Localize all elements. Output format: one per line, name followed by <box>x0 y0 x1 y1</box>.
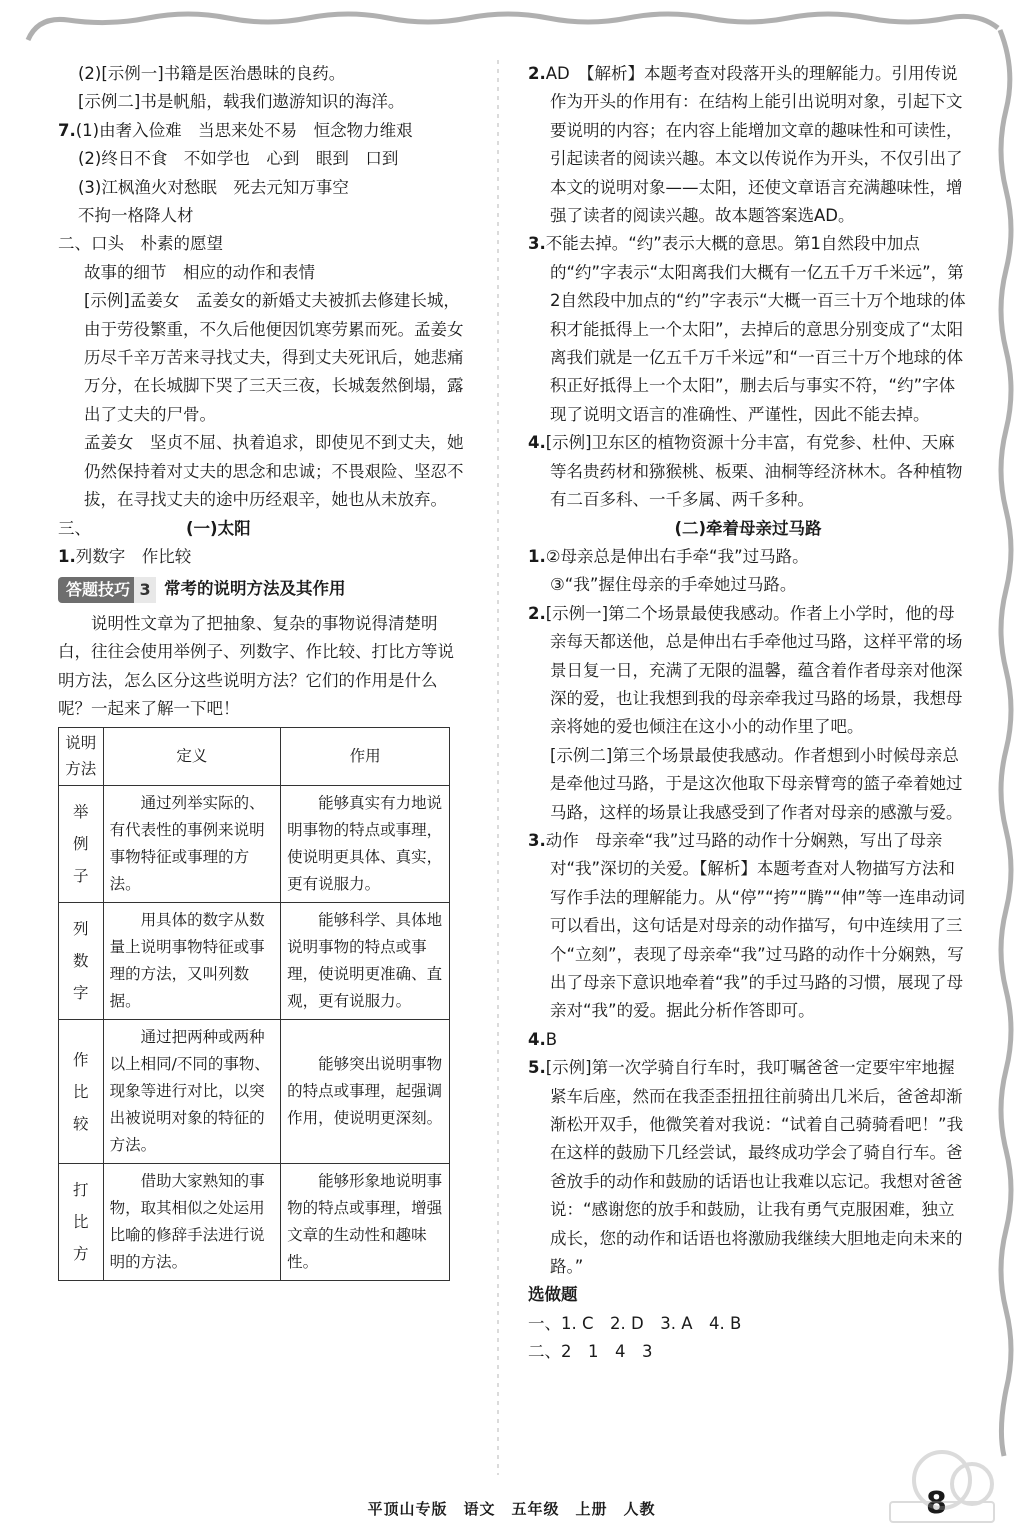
tip-number: 3 <box>134 577 156 603</box>
table-row <box>59 903 450 1020</box>
table-cell-definition: 通过列举实际的、有代表性的事例来说明事物特征或事理的方法。 <box>103 786 281 903</box>
answer-3 <box>528 230 968 429</box>
tip-title: 常考的说明方法及其作用 <box>164 579 346 599</box>
answer-6-example-2: [示例二]书是帆船，载我们遨游知识的海洋。 <box>78 92 405 112</box>
section-3-label: 三、 <box>58 518 91 538</box>
tip-badge: 答题技巧 <box>58 577 134 603</box>
optional-answers-2: 二、2 1 4 3 <box>528 1342 653 1362</box>
left-column <box>58 60 468 1281</box>
answer-r1-part-1: ②母亲总是伸出右手牵“我”过马路。 <box>545 546 809 566</box>
answer-r3-text: 动作 母亲牵“我”过马路的动作十分娴熟，写出了母亲对“我”深切的关爱。【解析】本题考查对人物描写方法和写作手法的理解能力。从“停”“挎”“腾”“伸”等一连串动词可以看出，这句话是对母亲的动作描写，句中连续用了三个“立刻”，表现了母亲牵“我”过马路的动作十分娴熟，写出了母亲下意识地牵着“我”的手过马路的习惯，展现了母亲对“我”的爱。据此分析作答即可。 <box>545 830 965 1021</box>
table-cell-definition: 通过把两种或两种以上相同/不同的事物、现象等进行对比，以突出被说明对象的特征的方法。 <box>103 1020 281 1164</box>
tip-banner <box>58 575 468 603</box>
answer-1-number: 1. <box>58 546 76 566</box>
table-row <box>59 786 450 903</box>
answer-3-number: 3. <box>528 234 546 254</box>
section-3-title: (一)太阳 <box>186 518 251 538</box>
answer-7-part-1: (1)由奢入俭难 当思来处不易 恒念物力维艰 <box>75 120 413 140</box>
optional-section-heading: 选做题 <box>528 1285 578 1305</box>
table-cell-effect: 能够形象地说明事物的特点或事理，增强文章的生动性和趣味性。 <box>281 1164 450 1281</box>
answer-r3 <box>528 827 968 1026</box>
section-2-line: 故事的细节 相应的动作和表情 <box>84 262 315 282</box>
watermark-logo-icon <box>880 1440 1000 1530</box>
answer-4-number: 4. <box>528 433 546 453</box>
tip-intro: 说明性文章为了把抽象、复杂的事物说得清楚明白，往往会使用举例子、列数字、作比较、打比方等说明方法，怎么区分这些说明方法？它们的作用是什么呢？一起来了解一下吧！ <box>58 613 454 718</box>
section-3-heading <box>58 515 468 543</box>
table-cell-definition: 借助大家熟知的事物，取其相似之处运用比喻的修辞手法进行说明的方法。 <box>103 1164 281 1281</box>
answer-7-part-2: (2)终日不食 不如学也 心到 眼到 口到 <box>78 149 399 169</box>
table-cell-method: 列数字 <box>59 903 104 1020</box>
answer-2-text: AD 【解析】本题考查对段落开头的理解能力。引用传说作为开头的作用有：在结构上能引出说明对象，引起下文要说明的内容；在内容上能增加文章的趣味性和可读性，引起读者的阅读兴趣。本文以传说作为开头，不仅引出了本文的说明对象——太阳，还使文章语言充满趣味性，增强了读者的阅读兴趣。故本题答案选AD。 <box>545 64 963 226</box>
table-header-definition: 定义 <box>103 728 281 786</box>
answer-r1-part-2: ③“我”握住母亲的手牵她过马路。 <box>550 575 797 595</box>
table-cell-effect: 能够真实有力地说明事物的特点或事理，使说明更具体、真实，更有说服力。 <box>281 786 450 903</box>
answer-3-text: 不能去掉。“约”表示大概的意思。第1自然段中加点的“约”字表示“太阳离我们大概有一亿五千万千米远”，第2自然段中加点的“约”字表示“大概一百三十万个地球的体积才能抵得上一个太阳”，去掉后的意思分别变成了“太阳离我们就是一亿五千万千米远”和“一百三十万个地球的体积正好抵得上一个太阳”，删去后与事实不符，“约”字体现了说明文语言的准确性、严谨性，因此不能去掉。 <box>545 234 966 424</box>
answer-r1 <box>528 543 968 571</box>
section-2-heading: 二、口头 朴素的愿望 <box>58 234 223 254</box>
answer-7 <box>58 117 468 145</box>
answer-r5 <box>528 1054 968 1281</box>
answer-6-example-1: (2)[示例一]书籍是医治愚昧的良药。 <box>78 64 346 83</box>
answer-r2-number: 2. <box>528 603 546 623</box>
table-cell-definition: 用具体的数字从数量上说明事物特征或事理的方法，又叫列数据。 <box>103 903 281 1020</box>
answer-r5-number: 5. <box>528 1058 546 1078</box>
table-row <box>59 1020 450 1164</box>
answer-r2-example-1: [示例一]第二个场景最使我感动。作者上小学时，他的母亲每天都送他，总是伸出右手牵他过马路，这样平常的场景日复一日，充满了无限的温馨，蕴含着作者母亲对他深深的爱，也让我想到我的母亲牵我过马路的场景，我想母亲将她的爱也倾注在这小小的动作里了吧。 <box>545 603 963 737</box>
answer-r4-number: 4. <box>528 1029 546 1049</box>
section-2-example: [示例]孟姜女 孟姜女的新婚丈夫被抓去修建长城，由于劳役繁重，不久后他便因饥寒劳累而死。孟姜女历尽千辛万苦来寻找丈夫，得到丈夫死讯后，她悲痛万分，在长城脚下哭了三天三夜，长城轰然倒塌，露出了丈夫的尸骨。 <box>84 291 464 424</box>
answer-4-text: [示例]卫东区的植物资源十分丰富，有党参、杜仲、天麻等名贵药材和猕猴桃、板栗、油桐等经济林木。各种植物有二百多科、一千多属、两千多种。 <box>545 433 963 510</box>
table-row <box>59 1164 450 1281</box>
explanation-methods-table <box>58 727 450 1281</box>
answer-1 <box>58 543 468 571</box>
answer-7-part-4: 不拘一格降人材 <box>78 206 194 226</box>
table-cell-method: 作比较 <box>59 1020 104 1164</box>
table-header-row <box>59 728 450 786</box>
table-cell-effect: 能够科学、具体地说明事物的特点或事理，使说明更准确、直观，更有说服力。 <box>281 903 450 1020</box>
answer-r1-number: 1. <box>528 546 546 566</box>
answer-r3-number: 3. <box>528 830 546 850</box>
table-cell-method: 打比方 <box>59 1164 104 1281</box>
section-2-character: 孟姜女 坚贞不屈、执着追求，即使见不到丈夫，她仍然保持着对丈夫的思念和忠诚；不畏艰险、坚忍不拔，在寻找丈夫的途中历经艰辛，她也从未放弃。 <box>84 433 464 510</box>
right-column <box>528 60 968 1367</box>
table-cell-effect: 能够突出说明事物的特点或事理，起强调作用，使说明更深刻。 <box>281 1020 450 1164</box>
page-footer: 平顶山专版 语文 五年级 上册 人教 <box>367 1500 656 1518</box>
table-header-method: 说明方法 <box>59 728 104 786</box>
answer-2-number: 2. <box>528 64 546 83</box>
answer-7-number: 7. <box>58 120 76 140</box>
optional-answers-1: 一、1. C 2. D 3. A 4. B <box>528 1313 742 1333</box>
answer-r2-example-2: [示例二]第三个场景最使我感动。作者想到小时候母亲总是牵他过马路，于是这次他取下母亲臂弯的篮子牵着她过马路，这样的场景让我感受到了作者对母亲的感激与爱。 <box>550 745 963 822</box>
answer-4 <box>528 429 968 514</box>
subsection-2-title: (二)牵着母亲过马路 <box>674 518 822 538</box>
answer-r5-text: [示例]第一次学骑自行车时，我叮嘱爸爸一定要牢牢地握紧车后座，然而在我歪歪扭扭往前骑出几米后，爸爸却渐渐松开双手，他微笑着对我说：“试着自己骑骑看吧！”我在这样的鼓励下几经尝试，最终成功学会了骑自行车。爸爸放手的动作和鼓励的话语也让我难以忘记。我想对爸爸说：“感谢您的放手和鼓励，让我有勇气克服困难，独立成长，您的动作和话语也将激励我继续大胆地走向未来的路。” <box>545 1058 964 1277</box>
answer-r4 <box>528 1026 968 1054</box>
answer-r4-text: B <box>545 1029 558 1049</box>
answer-7-part-3: (3)江枫渔火对愁眠 死去元知万事空 <box>78 177 349 197</box>
table-cell-method: 举例子 <box>59 786 104 903</box>
answer-r2 <box>528 600 968 742</box>
table-header-effect: 作用 <box>281 728 450 786</box>
answer-2 <box>528 60 968 230</box>
answer-1-text: 列数字 作比较 <box>75 546 192 566</box>
page-number: 8 <box>926 1486 947 1521</box>
